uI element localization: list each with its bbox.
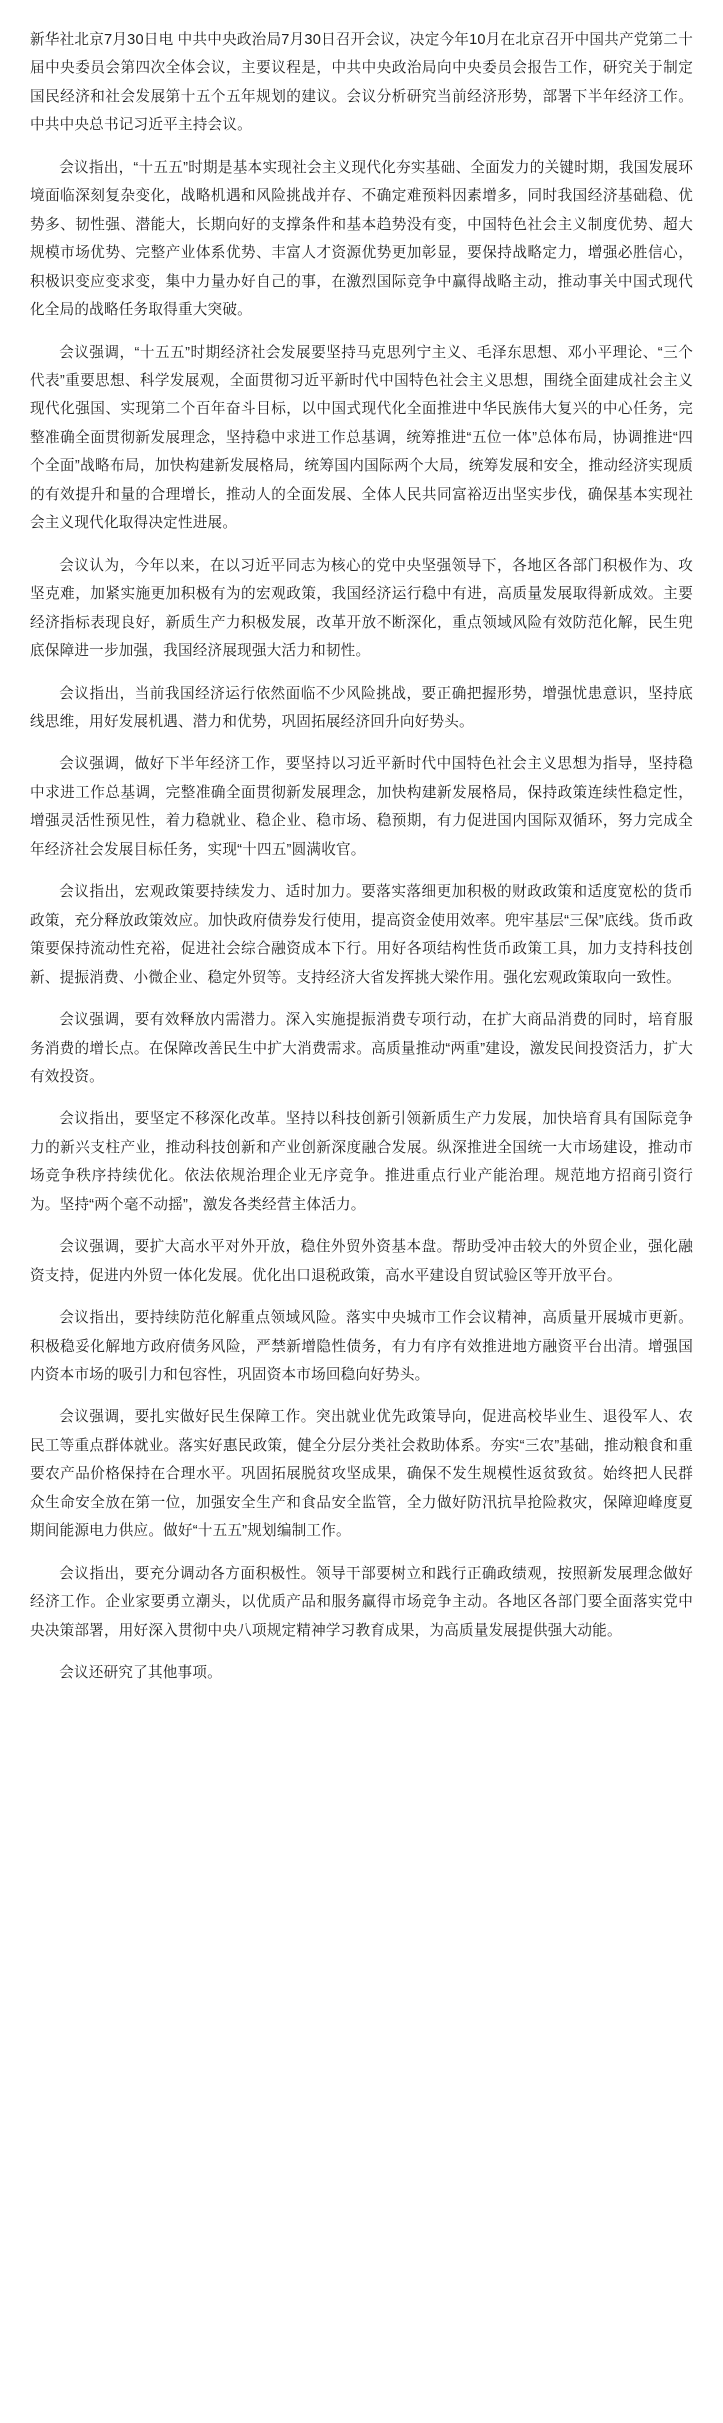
- paragraph: 会议指出，要坚定不移深化改革。坚持以科技创新引领新质生产力发展，加快培育具有国际竞争力的新兴支柱产业，推动科技创新和产业创新深度融合发展。纵深推进全国统一大市场建设，推动市场竞争秩序持续优化。依法依规治理企业无序竞争。推进重点行业产能治理。规范地方招商引资行为。坚持“两个毫不动摇”，激发各类经营主体活力。: [30, 1111, 693, 1213]
- paragraph: 会议指出，要持续防范化解重点领域风险。落实中央城市工作会议精神，高质量开展城市更新。积极稳妥化解地方政府债务风险，严禁新增隐性债务，有力有序有效推进地方融资平台出清。增强国内资本市场的吸引力和包容性，巩固资本市场回稳向好势头。: [30, 1310, 693, 1384]
- paragraph: 会议指出，宏观政策要持续发力、适时加力。要落实落细更加积极的财政政策和适度宽松的货币政策，充分释放政策效应。加快政府债券发行使用，提高资金使用效率。兜牢基层“三保”底线。货币政策要保持流动性充裕，促进社会综合融资成本下行。用好各项结构性货币政策工具，加力支持科技创新、提振消费、小微企业、稳定外贸等。支持经济大省发挥挑大梁作用。强化宏观政策取向一致性。: [30, 884, 693, 986]
- paragraph: 会议强调，“十五五”时期经济社会发展要坚持马克思列宁主义、毛泽东思想、邓小平理论、“三个代表”重要思想、科学发展观，全面贯彻习近平新时代中国特色社会主义思想，围绕全面建成社会主义现代化强国、实现第二个百年奋斗目标，以中国式现代化全面推进中华民族伟大复兴的中心任务，完整准确全面贯彻新发展理念，坚持稳中求进工作总基调，统筹推进“五位一体”总体布局，协调推进“四个全面”战略布局，加快构建新发展格局，统筹国内国际两个大局，统筹发展和安全，推动经济实现质的有效提升和量的合理增长，推动人的全面发展、全体人民共同富裕迈出坚实步伐，确保基本实现社会主义现代化取得决定性进展。: [30, 344, 693, 532]
- paragraph: 会议指出，当前我国经济运行依然面临不少风险挑战，要正确把握形势，增强忧患意识，坚持底线思维，用好发展机遇、潜力和优势，巩固拓展经济回升向好势头。: [30, 685, 693, 730]
- paragraph: 会议指出，“十五五”时期是基本实现社会主义现代化夯实基础、全面发力的关键时期，我国发展环境面临深刻复杂变化，战略机遇和风险挑战并存、不确定难预料因素增多，同时我国经济基础稳、优势多、韧性强、潜能大，长期向好的支撑条件和基本趋势没有变，中国特色社会主义制度优势、超大规模市场优势、完整产业体系优势、丰富人才资源优势更加彰显，要保持战略定力，增强必胜信心，积极识变应变求变，集中力量办好自己的事，在激烈国际竞争中赢得战略主动，推动事关中国式现代化全局的战略任务取得重大突破。: [30, 159, 693, 319]
- paragraph: 会议认为，今年以来，在以习近平同志为核心的党中央坚强领导下，各地区各部门积极作为、攻坚克难，加紧实施更加积极有为的宏观政策，我国经济运行稳中有进，高质量发展取得新成效。主要经济指标表现良好，新质生产力积极发展，改革开放不断深化，重点领域风险有效防范化解，民生兜底保障进一步加强，我国经济展现强大活力和韧性。: [30, 557, 693, 660]
- paragraph: 会议强调，要扎实做好民生保障工作。突出就业优先政策导向，促进高校毕业生、退役军人、农民工等重点群体就业。落实好惠民政策，健全分层分类社会救助体系。夯实“三农”基础，推动粮食和重要农产品价格保持在合理水平。巩固拓展脱贫攻坚成果，确保不发生规模性返贫致贫。始终把人民群众生命安全放在第一位，加强安全生产和食品安全监管，全力做好防汛抗旱抢险救灾，保障迎峰度夏期间能源电力供应。做好“十五五”规划编制工作。: [30, 1409, 693, 1540]
- paragraph-lead: 新华社北京7月30日电 中共中央政治局7月30日召开会议，决定今年10月在北京召开中国共产党第二十届中央委员会第四次全体会议，主要议程是，中共中央政治局向中央委员会报告工作，研究关于制定国民经济和社会发展第十五个五年规划的建议。会议分析研究当前经济形势，部署下半年经济工作。中共中央总书记习近平主持会议。: [30, 32, 693, 134]
- paragraph: 会议强调，要有效释放内需潜力。深入实施提振消费专项行动，在扩大商品消费的同时，培育服务消费的增长点。在保障改善民生中扩大消费需求。高质量推动“两重”建设，激发民间投资活力，扩大有效投资。: [30, 1012, 693, 1085]
- paragraph: 会议强调，要扩大高水平对外开放，稳住外贸外资基本盘。帮助受冲击较大的外贸企业，强化融资支持，促进内外贸一体化发展。优化出口退税政策，高水平建设自贸试验区等开放平台。: [30, 1239, 693, 1284]
- paragraph: 会议指出，要充分调动各方面积极性。领导干部要树立和践行正确政绩观，按照新发展理念做好经济工作。企业家要勇立潮头，以优质产品和服务赢得市场竞争主动。各地区各部门要全面落实党中央决策部署，用好深入贯彻中央八项规定精神学习教育成果，为高质量发展提供强大动能。: [30, 1565, 693, 1639]
- paragraph: 会议强调，做好下半年经济工作，要坚持以习近平新时代中国特色社会主义思想为指导，坚持稳中求进工作总基调，完整准确全面贯彻新发展理念，加快构建新发展格局，保持政策连续性稳定性，增强灵活性预见性，着力稳就业、稳企业、稳市场、稳预期，有力促进国内国际双循环，努力完成全年经济社会发展目标任务，实现“十四五”圆满收官。: [30, 756, 693, 858]
- paragraph: 会议还研究了其他事项。: [59, 1665, 222, 1682]
